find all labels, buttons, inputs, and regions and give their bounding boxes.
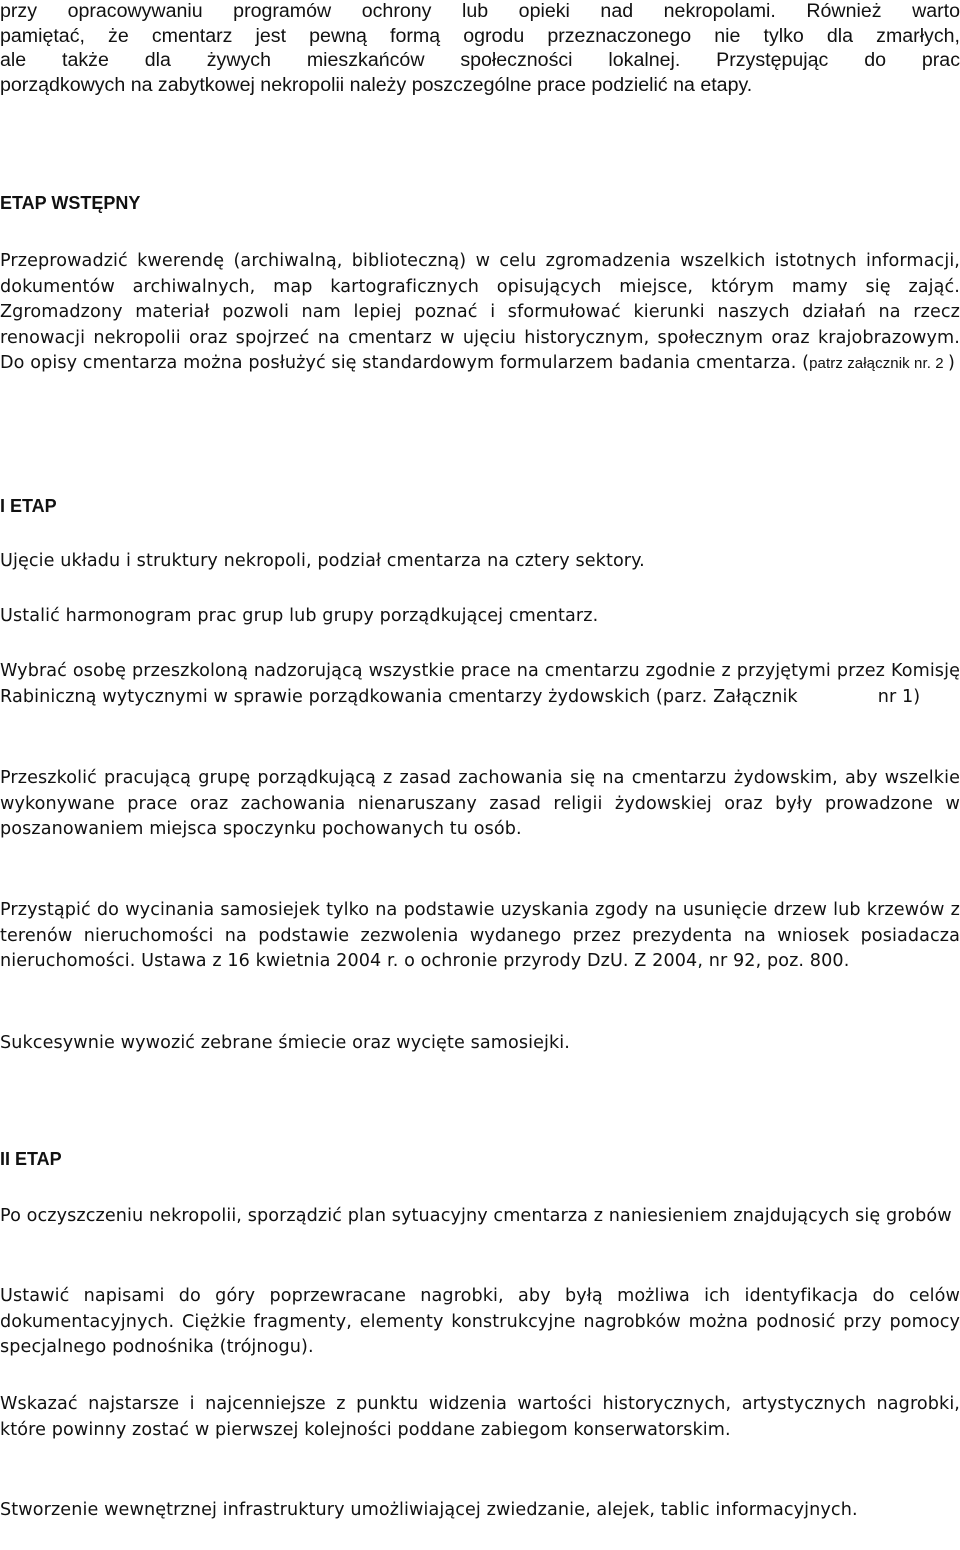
intro-line-1: przy opracowywaniu programów ochrony lub opieki nad nekropolami. Również warto: [0, 0, 960, 22]
etap-1-paragraph-6: Sukcesywnie wywozić zebrane śmiecie oraz wycięte samosiejki.: [0, 1033, 570, 1053]
intro-line-2: pamiętać, że cmentarz jest pewną formą ogrodu przeznaczonego nie tylko dla zmarłych,: [0, 24, 960, 47]
heading-etap-wstepny: ETAP WSTĘPNY: [0, 193, 141, 213]
intro-paragraph: [0, 0, 960, 24]
intro-line-4: porządkowych na zabytkowej nekropolii należy poszczególne prace podzielić na etapy.: [0, 73, 753, 96]
etap-1-paragraph-1: Ujęcie układu i struktury nekropoli, podział cmentarza na cztery sektory.: [0, 551, 645, 571]
etap-2-paragraph-4: Stworzenie wewnętrznej infrastruktury umożliwiającej zwiedzanie, alejek, tablic informacyjnych.: [0, 1500, 858, 1520]
etap-1-paragraph-3-end: nr 1): [877, 686, 921, 707]
etap-1-paragraph-2: Ustalić harmonogram prac grup lub grupy porządkującej cmentarz.: [0, 606, 599, 626]
heading-etap-2: II ETAP: [0, 1149, 62, 1169]
intro-paragraph-line-3: [0, 48, 960, 73]
etap-wstepny-paragraph: [0, 249, 960, 377]
etap-1-paragraph-5: Przystąpić do wycinania samosiejek tylko na podstawie uzyskania zgody na usunięcie drzew lub krzewów z terenów nieruchomości na podstawie zezwolenia wydanego przez prezydenta na wniosek posiadacza nieruchomości. Ustawa z 16 kwietnia 2004 r. o ochronie przyrody DzU. Z 2004, nr 92, poz. 800.: [0, 900, 960, 971]
attachment-reference-close: ): [948, 353, 955, 373]
etap-1-paragraph-3: [0, 659, 960, 710]
etap-2-paragraph-3: Wskazać najstarsze i najcenniejsze z punktu widzenia wartości historycznych, artystycznych nagrobki, które powinny zostać w pierwszej kolejności poddane zabiegom konserwatorskim.: [0, 1394, 960, 1440]
etap-2-paragraph-2: Ustawić napisami do góry poprzewracane nagrobki, aby byłą możliwa ich identyfikacja do celów dokumentacyjnych. Ciężkie fragmenty, elementy konstrukcyjne nagrobków można podnosić przy pomocy specjalnego podnośnika (trójnogu).: [0, 1286, 960, 1357]
attachment-reference: patrz załącznik nr. 2: [809, 355, 949, 372]
etap-1-paragraph-4: Przeszkolić pracującą grupę porządkującą z zasad zachowania się na cmentarzu żydowskim, aby wszelkie wykonywane prace oraz zachowania nienaruszany zasad religii żydowskiej oraz były prowadzone w poszanowaniem miejsca spoczynku pochowanych tu osób.: [0, 768, 960, 839]
etap-wstepny-text: Przeprowadzić kwerendę (archiwalną, biblioteczną) w celu zgromadzenia wszelkich istotnych informacji, dokumentów archiwalnych, map kartograficznych opisujących miejsce, którym mamy się zająć. Zgromadzony materiał pozwoli nam lepiej poznać i sformułować kierunki naszych działań na rzecz renowacji nekropolii oraz spojrzeć na cmentarz w ujęciu historycznym, społecznym oraz krajobrazowym. Do opisy cmentarza można posłużyć się standardowym formularzem badania cmentarza. (: [0, 251, 960, 373]
etap-1-paragraph-3-text: Wybrać osobę przeszkoloną nadzorującą wszystkie prace na cmentarzu zgodnie z przyjętymi przez Komisję Rabiniczną wytycznymi w sprawie porządkowania cmentarzy żydowskich (parz. Załącznik: [0, 661, 960, 707]
heading-etap-1: I ETAP: [0, 496, 57, 516]
intro-line-3: ale także dla żywych mieszkańców społeczności lokalnej. Przystępując do prac: [0, 49, 960, 71]
etap-2-paragraph-1: Po oczyszczeniu nekropolii, sporządzić plan sytuacyjny cmentarza z naniesieniem znajdujących się grobów: [0, 1206, 952, 1226]
intro-paragraph-line-4: [0, 73, 960, 98]
intro-paragraph-line-2: [0, 24, 960, 49]
